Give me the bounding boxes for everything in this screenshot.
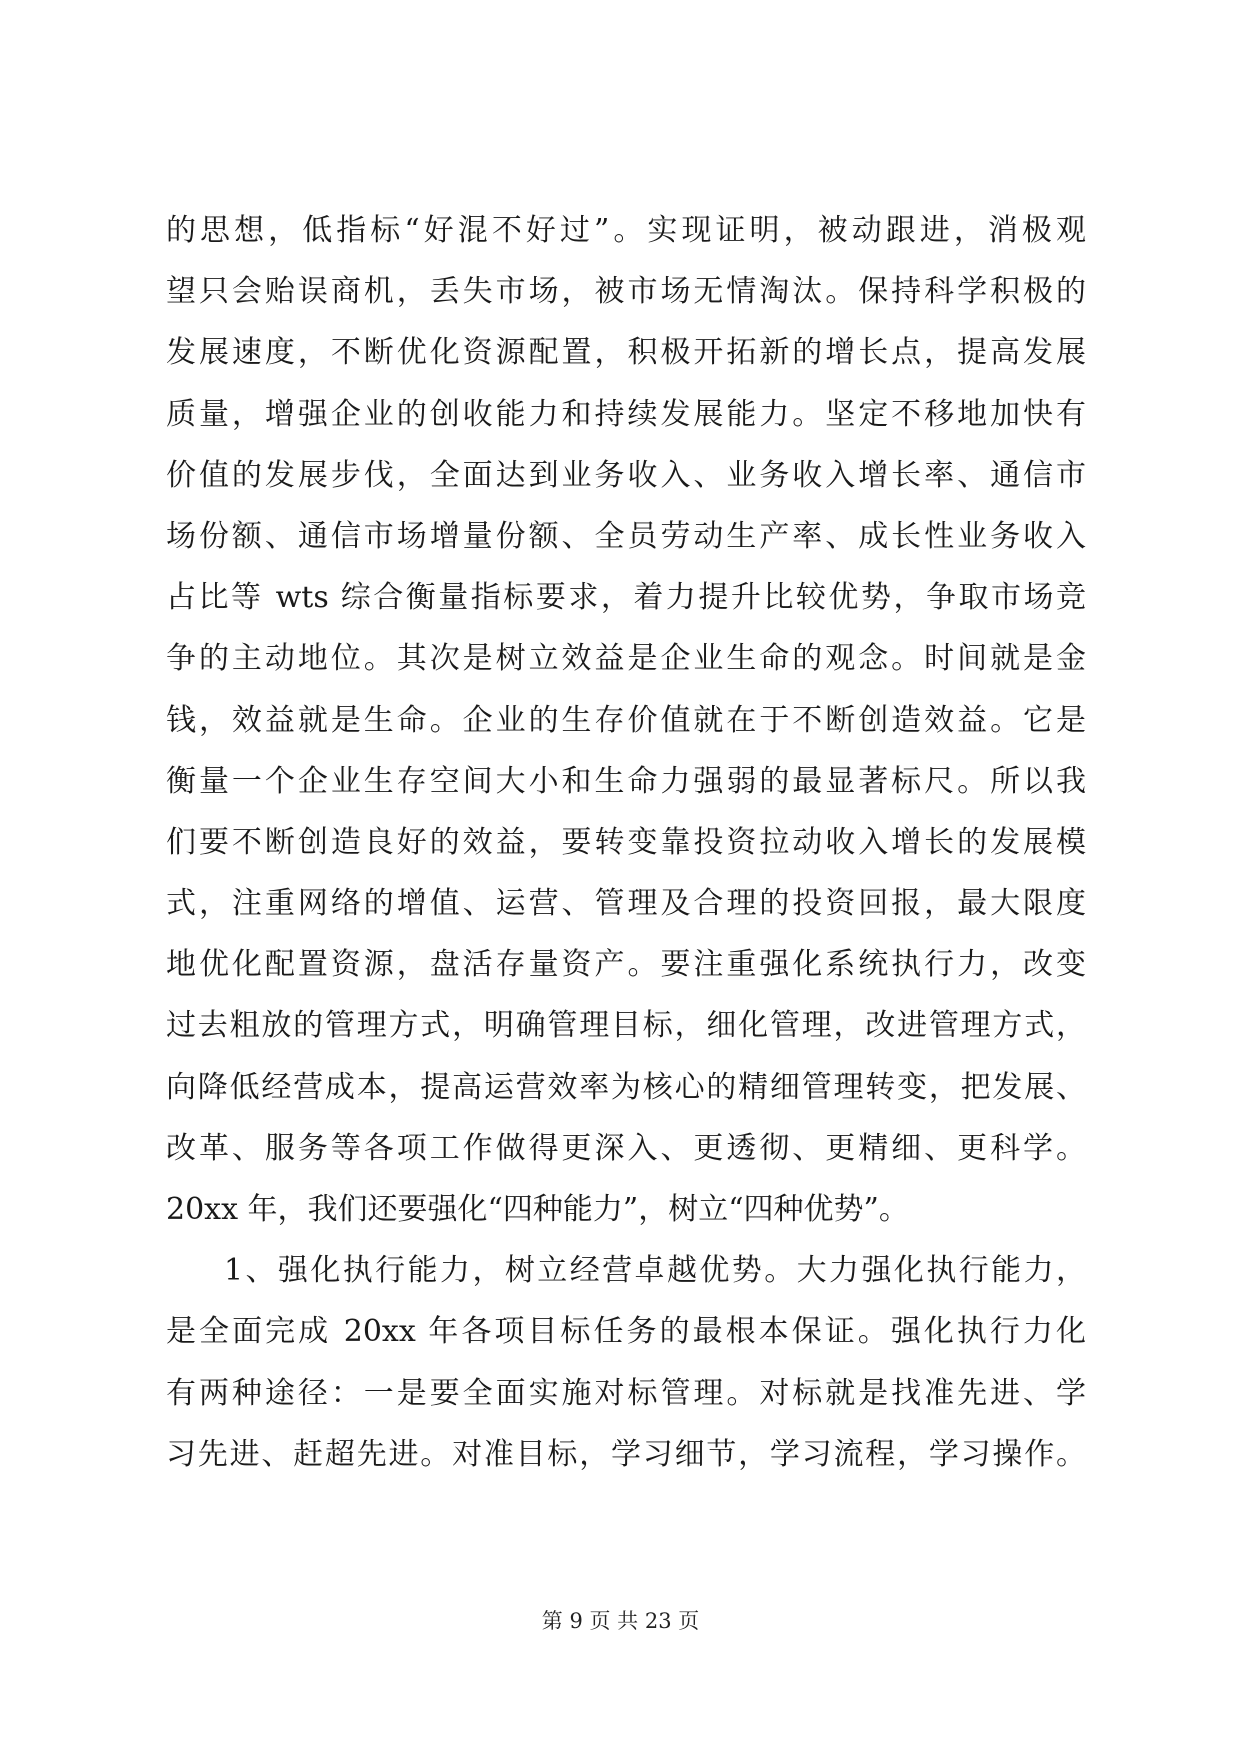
text-line: 场份额、通信市场增量份额、全员劳动生产率、成长性业务收入 — [166, 518, 1086, 554]
page-number: 第 9 页 共 23 页 — [541, 1609, 700, 1633]
text-line: 式，注重网络的增值、运营、管理及合理的投资回报，最大限度 — [166, 886, 1086, 922]
text-line: 发展速度，不断优化资源配置，积极开拓新的增长点，提高发展 — [166, 335, 1086, 371]
text-line: 是全面完成 20xx 年各项目标任务的最根本保证。强化执行力化 — [166, 1314, 1086, 1350]
text-line: 钱，效益就是生命。企业的生存价值就在于不断创造效益。它是 — [166, 702, 1086, 738]
paragraph-first-line: 1、强化执行能力，树立经营卓越优势。大力强化执行能力， — [224, 1253, 1086, 1289]
text-line: 的思想，低指标“好混不好过”。实现证明，被动跟进，消极观 — [166, 213, 1086, 248]
text-line: 质量，增强企业的创收能力和持续发展能力。坚定不移地加快有 — [166, 396, 1086, 432]
text-line: 们要不断创造良好的效益，要转变靠投资拉动收入增长的发展模 — [166, 824, 1086, 860]
text-line: 望只会贻误商机，丢失市场，被市场无情淘汰。保持科学积极的 — [166, 274, 1086, 310]
text-line: 争的主动地位。其次是树立效益是企业生命的观念。时间就是金 — [166, 641, 1086, 677]
text-line: 习先进、赶超先进。对准目标，学习细节，学习流程，学习操作。 — [166, 1436, 1086, 1472]
text-line: 改革、服务等各项工作做得更深入、更透彻、更精细、更科学。 — [166, 1130, 1086, 1166]
text-line: 有两种途径：一是要全面实施对标管理。对标就是找准先进、学 — [166, 1375, 1086, 1411]
text-line: 向降低经营成本，提高运营效率为核心的精细管理转变，把发展、 — [166, 1069, 1086, 1105]
text-line: 过去粗放的管理方式，明确管理目标，细化管理，改进管理方式， — [166, 1008, 1086, 1044]
body-text — [166, 200, 1086, 1485]
text-line: 价值的发展步伐，全面达到业务收入、业务收入增长率、通信市 — [166, 457, 1086, 493]
text-line: 地优化配置资源，盘活存量资产。要注重强化系统执行力，改变 — [166, 947, 1086, 983]
page-footer — [0, 1607, 1241, 1635]
text-line: 衡量一个企业生存空间大小和生命力强弱的最显著标尺。所以我 — [166, 763, 1086, 799]
text-line: 占比等 wts 综合衡量指标要求，着力提升比较优势，争取市场竞 — [166, 580, 1086, 616]
text-line: 20xx 年，我们还要强化“四种能力”，树立“四种优势”。 — [166, 1192, 909, 1227]
